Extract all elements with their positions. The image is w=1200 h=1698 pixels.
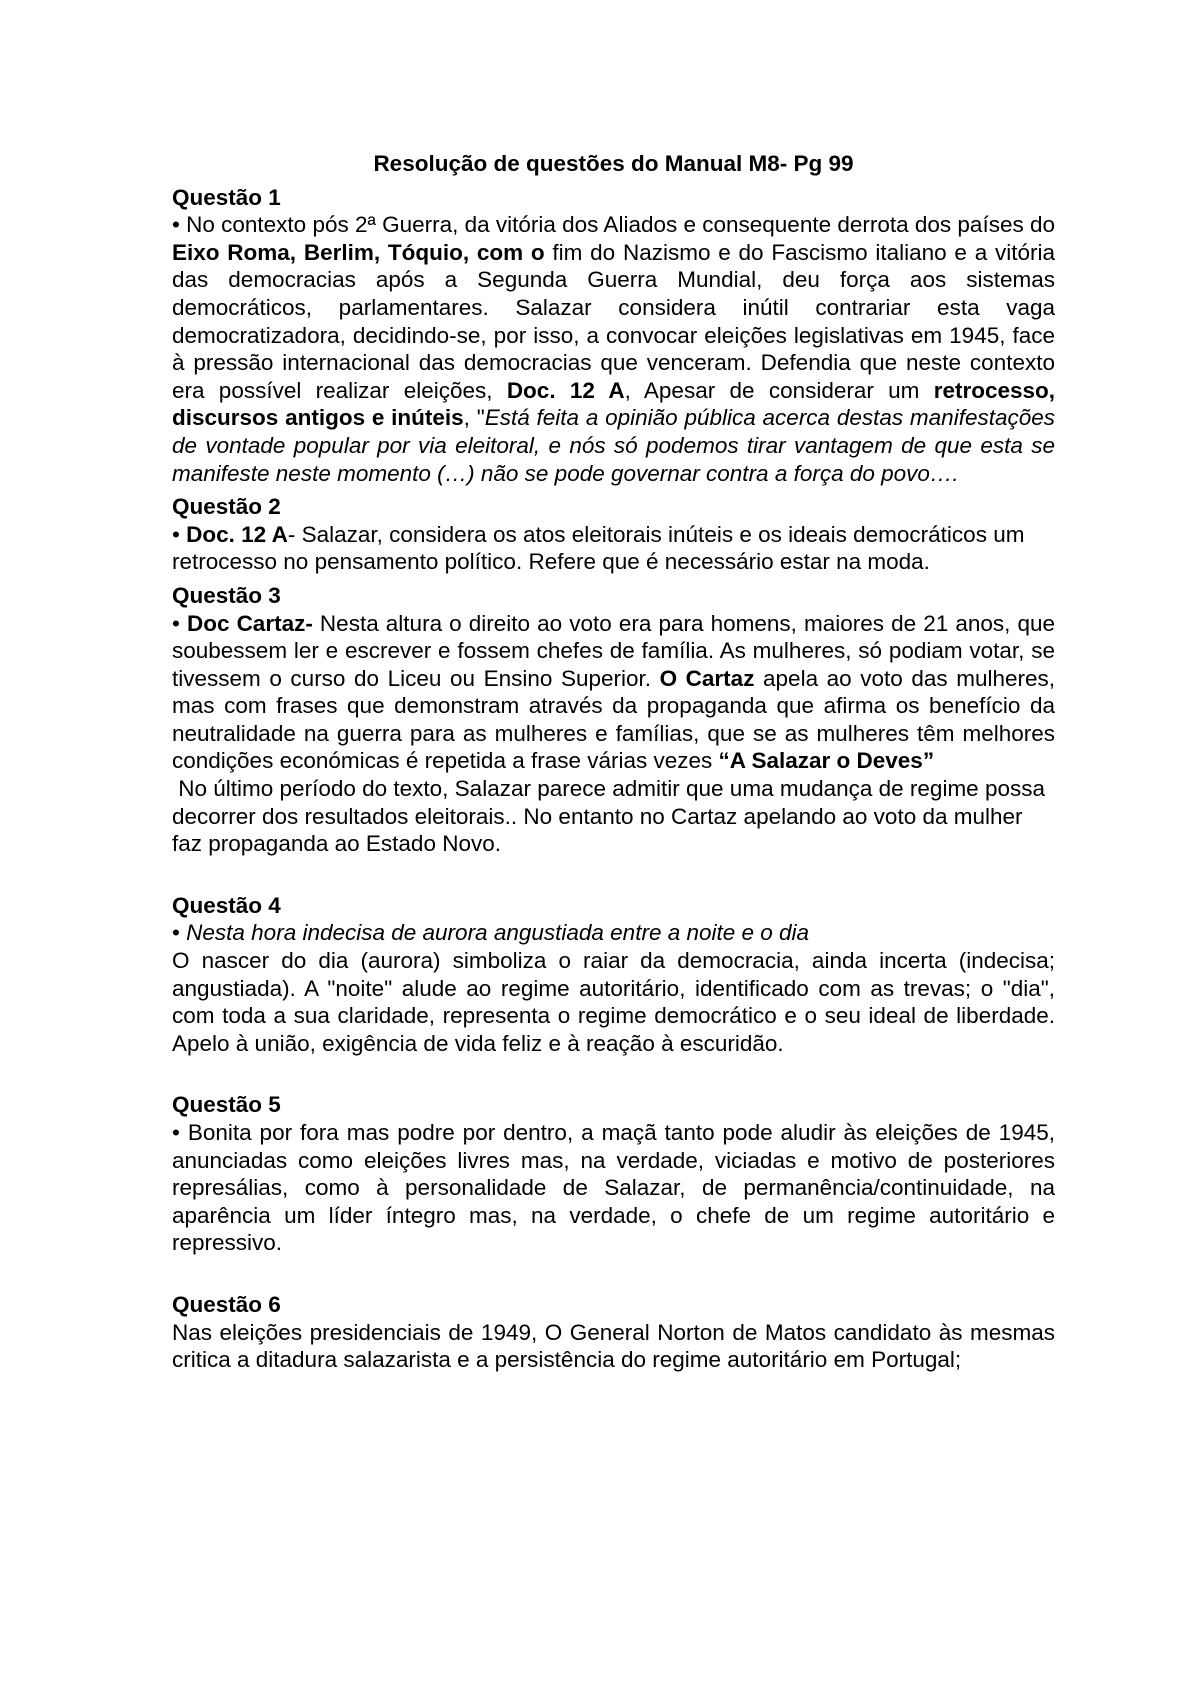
q1-bold-doc: Doc. 12 A <box>506 377 625 403</box>
question-4-quote <box>172 919 1055 947</box>
q2-text-a: • <box>172 521 187 547</box>
q1-text-a: • No contexto pós 2ª Guerra, da vitória dos Aliados e consequente derrota dos países do <box>172 212 1055 238</box>
q1-text-e: , Apesar de considerar um <box>624 377 934 403</box>
q3-text-c: Nesta altura o direito ao voto era para homens, maiores de 21 anos, que soubessem ler e escrever e fossem chefes de família. As mulheres, só podiam votar, se tivessem o curso do Liceu ou Ensino Superior. <box>172 610 1055 691</box>
document-page <box>172 150 1055 1380</box>
question-2-heading: Questão 2 <box>172 494 281 520</box>
question-3-answer <box>172 610 1055 776</box>
question-1-answer <box>172 211 1055 487</box>
question-4-answer: O nascer do dia (aurora) simboliza o raiar da democracia, ainda incerta (indecisa; angustiada). A "noite" alude ao regime autoritário, identificado com as trevas; o "dia", com toda a sua claridade, representa o regime democrático e o seu ideal de liberdade. Apelo à união, exigência de vida feliz e à reação à escuridão. <box>172 948 1055 1056</box>
question-2-answer <box>172 521 1055 576</box>
q1-bold-retrocesso: retrocesso, discursos antigos e inúteis <box>172 377 1056 431</box>
q1-text-g: , " <box>463 405 485 431</box>
question-6-answer: Nas eleições presidenciais de 1949, O General Norton de Matos candidato às mesmas critica a ditadura salazarista e a persistência do regime autoritário em Portugal; <box>172 1319 1055 1373</box>
spacer <box>172 1263 1055 1291</box>
q4-italic-quote: Nesta hora indecisa de aurora angustiada entre a noite e o dia <box>186 920 810 946</box>
q4-bullet: • <box>172 920 187 946</box>
q3-bold-o-cartaz: O Cartaz <box>659 665 755 691</box>
question-3-heading: Questão 3 <box>172 582 281 608</box>
spacer <box>172 864 1055 892</box>
q3-text-e: apela ao voto das mulheres, mas com frases que demonstram através da propaganda que afirma os benefício da neutralidade na guerra para as mulheres e famílias, que se as mulheres têm melhores condições económicas é repetida a frase várias vezes <box>172 665 1055 774</box>
spacer <box>172 1063 1055 1091</box>
q3-bold-cartaz: Doc Cartaz- <box>186 610 313 636</box>
question-5-heading: Questão 5 <box>172 1092 281 1118</box>
question-1-heading: Questão 1 <box>172 184 281 210</box>
q2-bold-doc: Doc. 12 A <box>186 521 288 547</box>
document-title: Resolução de questões do Manual M8- Pg 99 <box>373 151 854 176</box>
question-6-heading: Questão 6 <box>172 1291 281 1317</box>
q1-bold-axis: Eixo Roma, Berlim, Tóquio, com o <box>172 239 545 265</box>
q2-text-c: - Salazar, considera os atos eleitorais inúteis e os ideais democráticos um retrocesso no pensamento político. Refere que é necessário estar na moda. <box>172 521 1025 575</box>
question-3-answer-continued: No último período do texto, Salazar parece admitir que uma mudança de regime possa decorrer dos resultados eleitorais.. No entanto no Cartaz apelando ao voto da mulher faz propaganda ao Estado Novo. <box>172 776 1052 857</box>
question-4-heading: Questão 4 <box>172 892 281 918</box>
question-5-answer: • Bonita por fora mas podre por dentro, a maçã tanto pode aludir às eleições de 1945, anunciadas como eleições livres mas, na verdade, viciadas e motivo de posteriores represálias, como à personalidade de Salazar, de permanência/continuidade, na aparência um líder íntegro mas, na verdade, o chefe de um regime autoritário e repressivo. <box>172 1120 1055 1256</box>
q3-text-a: • <box>172 610 187 636</box>
q1-text-c: fim do Nazismo e do Fascismo italiano e a vitória das democracias após a Segunda Guerra Mundial, deu força aos sistemas democráticos, parlamentares. Salazar considera inútil contrariar esta vaga democratizadora, decidindo-se, por isso, a convocar eleições legislativas em 1945, face à pressão internacional das democracias que venceram. Defendia que neste contexto era possível realizar eleições, <box>172 239 1056 403</box>
q3-bold-slogan: “A Salazar o Deves” <box>718 748 935 774</box>
q1-italic-quote: Está feita a opinião pública acerca destas manifestações de vontade popular por via eleitoral, e nós só podemos tirar vantagem de que esta se manifeste neste momento (…) não se pode governar contra a força do povo…. <box>172 405 1055 486</box>
